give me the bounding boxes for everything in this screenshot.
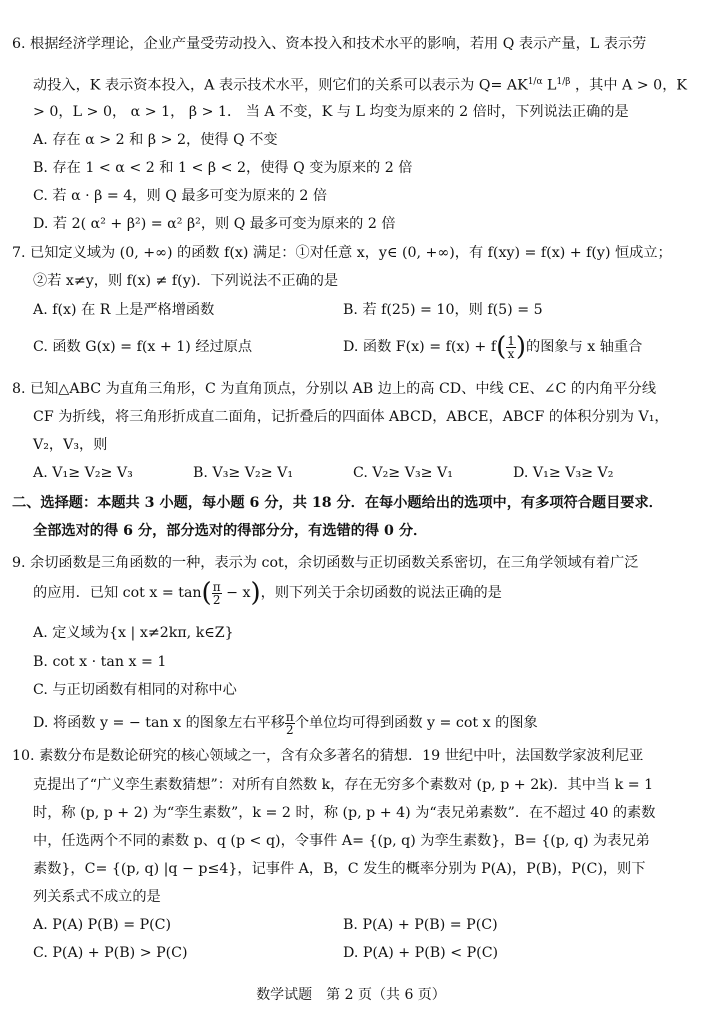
q8-stem-line2: CF 为折线，将三角形折成直二面角，记折叠后的四面体 ABCD，ABCE，ABCF 的体积分别为 V₁， bbox=[33, 409, 669, 425]
q9-d-denominator: 2 bbox=[286, 722, 294, 737]
q6-line2-post: ，其中 A > 0，K bbox=[570, 77, 687, 94]
q7-d-fraction bbox=[506, 335, 516, 360]
q10-stem-line2: 克提出了“广义孪生素数猜想”：对所有自然数 k，存在无穷多个素数对 (p, p + 2k)．其中当 k = 1 bbox=[33, 777, 654, 793]
q7-option-d bbox=[343, 334, 642, 360]
q7-stem-line1: 7. 已知定义域为 (0, +∞) 的函数 f(x) 满足：①对任意 x，y∈ (0, +∞)，有 f(xy) = f(x) + f(y) 恒成立； bbox=[12, 245, 672, 261]
q7-option-c: C. 函数 G(x) = f(x + 1) 经过原点 bbox=[33, 339, 253, 355]
q6-line2-pre: 动投入，K 表示资本投入，A 表示技术水平，则它们的关系可以表示为 Q= AK bbox=[33, 77, 528, 94]
q9-stem-line1: 9. 余切函数是三角函数的一种，表示为 cot，余切函数与正切函数关系密切，在三角学领域有着广泛 bbox=[12, 555, 639, 571]
q8-option-b: B. V₃≥ V₂≥ V₁ bbox=[193, 465, 294, 481]
page-footer: 数学试题 第 2 页（共 6 页） bbox=[256, 987, 446, 1003]
q6-option-c: C. 若 α · β = 4，则 Q 最多可变为原来的 2 倍 bbox=[33, 188, 328, 204]
q9-option-a: A. 定义域为{x | x≠2kπ, k∈Z} bbox=[33, 625, 234, 641]
q10-stem-line6: 列关系式不成立的是 bbox=[33, 889, 161, 905]
q7-d-post: 的图象与 x 轴重合 bbox=[526, 339, 643, 355]
q8-options bbox=[33, 460, 690, 486]
q10-options-row1 bbox=[33, 912, 690, 938]
q7-stem-line2: ②若 x≠y，则 f(x) ≠ f(y)．下列说法不正确的是 bbox=[33, 273, 339, 289]
q10-option-b: B. P(A) + P(B) = P(C) bbox=[343, 917, 498, 933]
q8-stem-line1: 8. 已知△ABC 为直角三角形，C 为直角顶点，分别以 AB 边上的高 CD、中线 CE、∠C 的内角平分线 bbox=[12, 381, 657, 397]
q7-option-a: A. f(x) 在 R 上是严格增函数 bbox=[33, 302, 215, 318]
q10-stem-line3: 时，称 (p, p + 2) 为“孪生素数”，k = 2 时，称 (p, p + 4) 为“表兄弟素数”．在不超过 40 的素数 bbox=[33, 805, 656, 821]
q6-exp1: 1/α bbox=[527, 77, 543, 87]
q6-stem-line3: > 0，L > 0， α > 1， β > 1． 当 A 不变，K 与 L 均变为原来的 2 倍时，下列说法正确的是 bbox=[33, 104, 629, 120]
q6-option-a: A. 存在 α > 2 和 β > 2，使得 Q 不变 bbox=[33, 132, 278, 148]
q10-options-row2 bbox=[33, 940, 690, 966]
q8-option-a: A. V₁≥ V₂≥ V₃ bbox=[33, 465, 133, 481]
q9-fraction bbox=[212, 581, 222, 606]
q9-line2-post: ，则下列关于余切函数的说法正确的是 bbox=[260, 585, 502, 601]
q8-option-c: C. V₂≥ V₃≥ V₁ bbox=[353, 465, 453, 481]
q9-d-pre: D. 将函数 y = − tan x 的图象左右平移 bbox=[33, 715, 285, 731]
q7-options-row2 bbox=[33, 334, 690, 360]
q10-option-d: D. P(A) + P(B) < P(C) bbox=[343, 945, 499, 961]
q9-option-b: B. cot x · tan x = 1 bbox=[33, 654, 167, 670]
q6-exp2: 1/β bbox=[556, 77, 571, 87]
q6-stem-line2 bbox=[33, 69, 690, 99]
q8-option-d: D. V₁≥ V₃≥ V₂ bbox=[513, 465, 614, 481]
q10-option-c: C. P(A) + P(B) > P(C) bbox=[33, 945, 188, 961]
q9-d-fraction bbox=[285, 711, 295, 736]
q9-denominator: 2 bbox=[212, 592, 221, 607]
right-paren: ) bbox=[250, 578, 261, 608]
q9-option-c: C. 与正切函数有相同的对称中心 bbox=[33, 682, 237, 698]
q9-minus-x: − x bbox=[221, 585, 251, 601]
left-paren: ( bbox=[496, 332, 507, 362]
q9-line2-pre: 的应用．已知 cot x = tan bbox=[33, 585, 202, 601]
right-paren: ) bbox=[515, 332, 527, 362]
q9-d-post: 个单位均可得到函数 y = cot x 的图象 bbox=[294, 715, 538, 731]
q10-stem-line4: 中，任选两个不同的素数 p、q (p < q)，令事件 A= {(p, q) 为孪生素数}，B= {(p, q) 为表兄弟 bbox=[33, 833, 650, 849]
q9-numerator: π bbox=[212, 579, 221, 594]
q7-options-row1 bbox=[33, 297, 690, 323]
q7-d-pre: D. 函数 F(x) = f(x) + f bbox=[343, 339, 497, 355]
q10-stem-line1: 10. 素数分布是数论研究的核心领域之一，含有众多著名的猜想．19 世纪中叶，法国数学家波利尼亚 bbox=[12, 748, 644, 764]
left-paren: ( bbox=[201, 578, 212, 608]
q6-line2-mid: L bbox=[542, 77, 557, 94]
q10-stem-line5: 素数}，C= {(p, q) |q − p≤4}，记事件 A，B，C 发生的概率分别为 P(A)，P(B)，P(C)，则下 bbox=[33, 861, 646, 877]
section2-heading-line1: 二、选择题：本题共 3 小题，每小题 6 分，共 18 分．在每小题给出的选项中，有多项符合题目要求． bbox=[12, 495, 663, 511]
q7-option-b: B. 若 f(25) = 10，则 f(5) = 5 bbox=[343, 302, 543, 318]
q8-stem-line3: V₂，V₃，则 bbox=[33, 437, 108, 453]
section2-heading-line2: 全部选对的得 6 分，部分选对的得部分分，有选错的得 0 分． bbox=[33, 523, 428, 539]
q7-d-numerator: 1 bbox=[507, 333, 515, 348]
q6-option-b: B. 存在 1 < α < 2 和 1 < β < 2，使得 Q 变为原来的 2 倍 bbox=[33, 160, 413, 176]
q7-d-denominator: x bbox=[507, 346, 515, 361]
q6-stem-line1: 6. 根据经济学理论，企业产量受劳动投入、资本投入和技术水平的影响，若用 Q 表示产量，L 表示劳 bbox=[12, 36, 647, 52]
q10-option-a: A. P(A) P(B) = P(C) bbox=[33, 917, 172, 933]
q9-option-d bbox=[33, 710, 690, 736]
q6-option-d: D. 若 2( α² + β²) = α² β²，则 Q 最多可变为原来的 2 倍 bbox=[33, 216, 396, 232]
q9-d-numerator: π bbox=[285, 709, 294, 724]
q9-stem-line2 bbox=[33, 580, 690, 606]
